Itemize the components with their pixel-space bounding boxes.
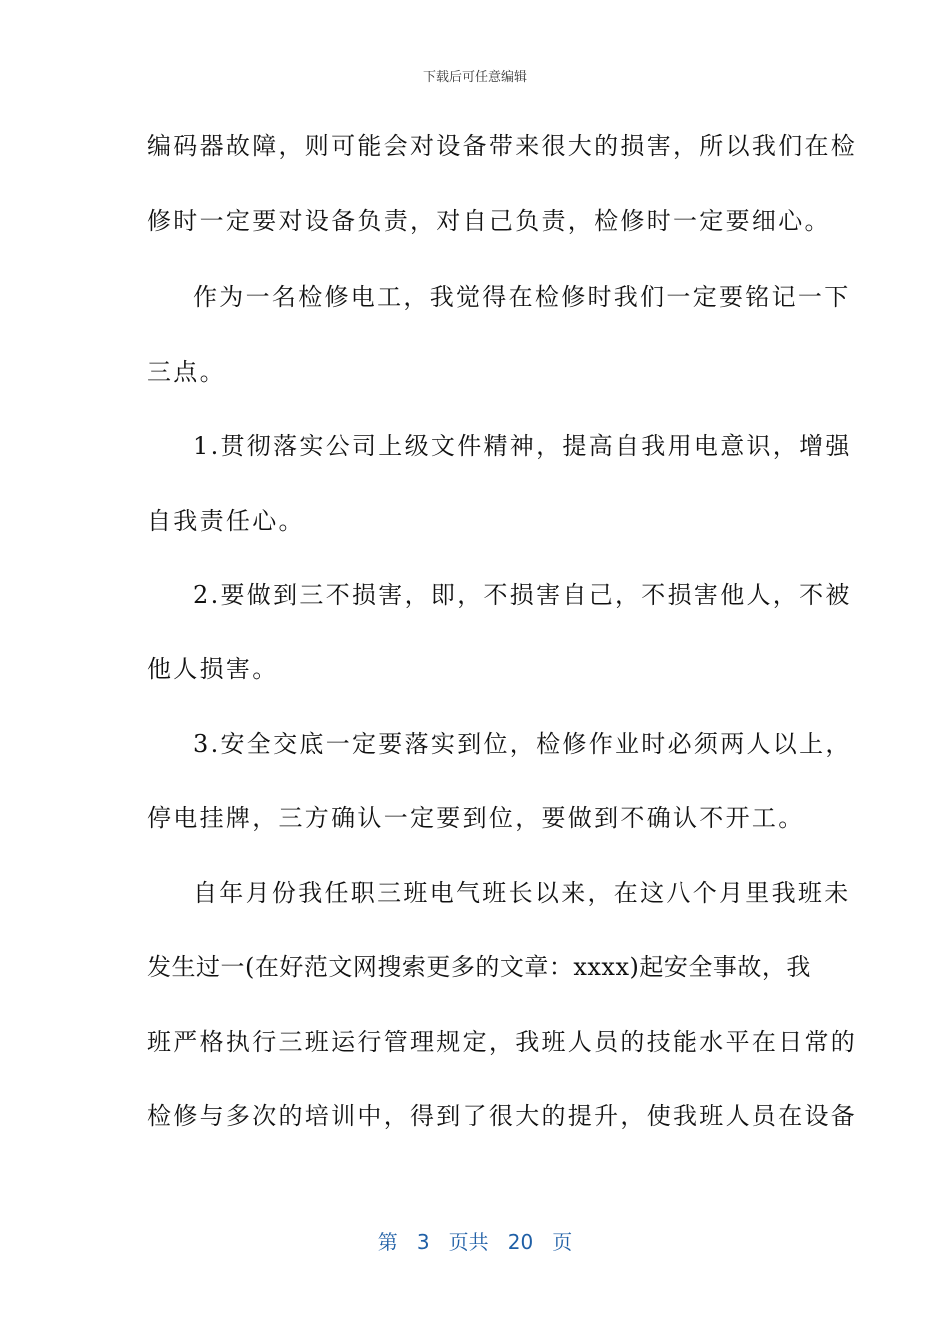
text-line: 发生过一(在好范文网搜索更多的文章：xxxx)起安全事故，我 — [147, 953, 811, 981]
list-item-3-line: 3.安全交底一定要落实到位，检修作业时必须两人以上， — [193, 730, 852, 758]
footer-total-pages: 20 — [507, 1230, 534, 1254]
footer-current-page: 3 — [416, 1230, 430, 1254]
list-item-2-line: 2.要做到三不损害，即，不损害自己，不损害他人，不被 — [193, 581, 852, 609]
text-line: 编码器故障，则可能会对设备带来很大的损害，所以我们在检 — [147, 132, 858, 160]
page-header: 下载后可任意编辑 — [422, 70, 527, 85]
footer-page-prefix: 第 — [377, 1230, 398, 1254]
text-line: 班严格执行三班运行管理规定，我班人员的技能水平在日常的 — [147, 1028, 858, 1056]
page-footer — [0, 1226, 950, 1255]
text-line: 三点。 — [147, 358, 226, 386]
text-line: 修时一定要对设备负责，对自己负责，检修时一定要细心。 — [147, 207, 831, 235]
paragraph-start-line: 作为一名检修电工，我觉得在检修时我们一定要铭记一下 — [193, 283, 851, 311]
footer-page-mid: 页共 — [448, 1230, 489, 1254]
text-line: 停电挂牌，三方确认一定要到位，要做到不确认不开工。 — [147, 804, 805, 832]
paragraph-start-line: 自年月份我任职三班电气班长以来，在这八个月里我班未 — [193, 879, 851, 907]
footer-page-suffix: 页 — [552, 1230, 573, 1254]
text-line: 自我责任心。 — [147, 507, 305, 535]
text-line: 他人损害。 — [147, 655, 279, 683]
list-item-1-line: 1.贯彻落实公司上级文件精神，提高自我用电意识，增强 — [193, 432, 852, 460]
text-line: 检修与多次的培训中，得到了很大的提升，使我班人员在设备 — [147, 1102, 858, 1130]
